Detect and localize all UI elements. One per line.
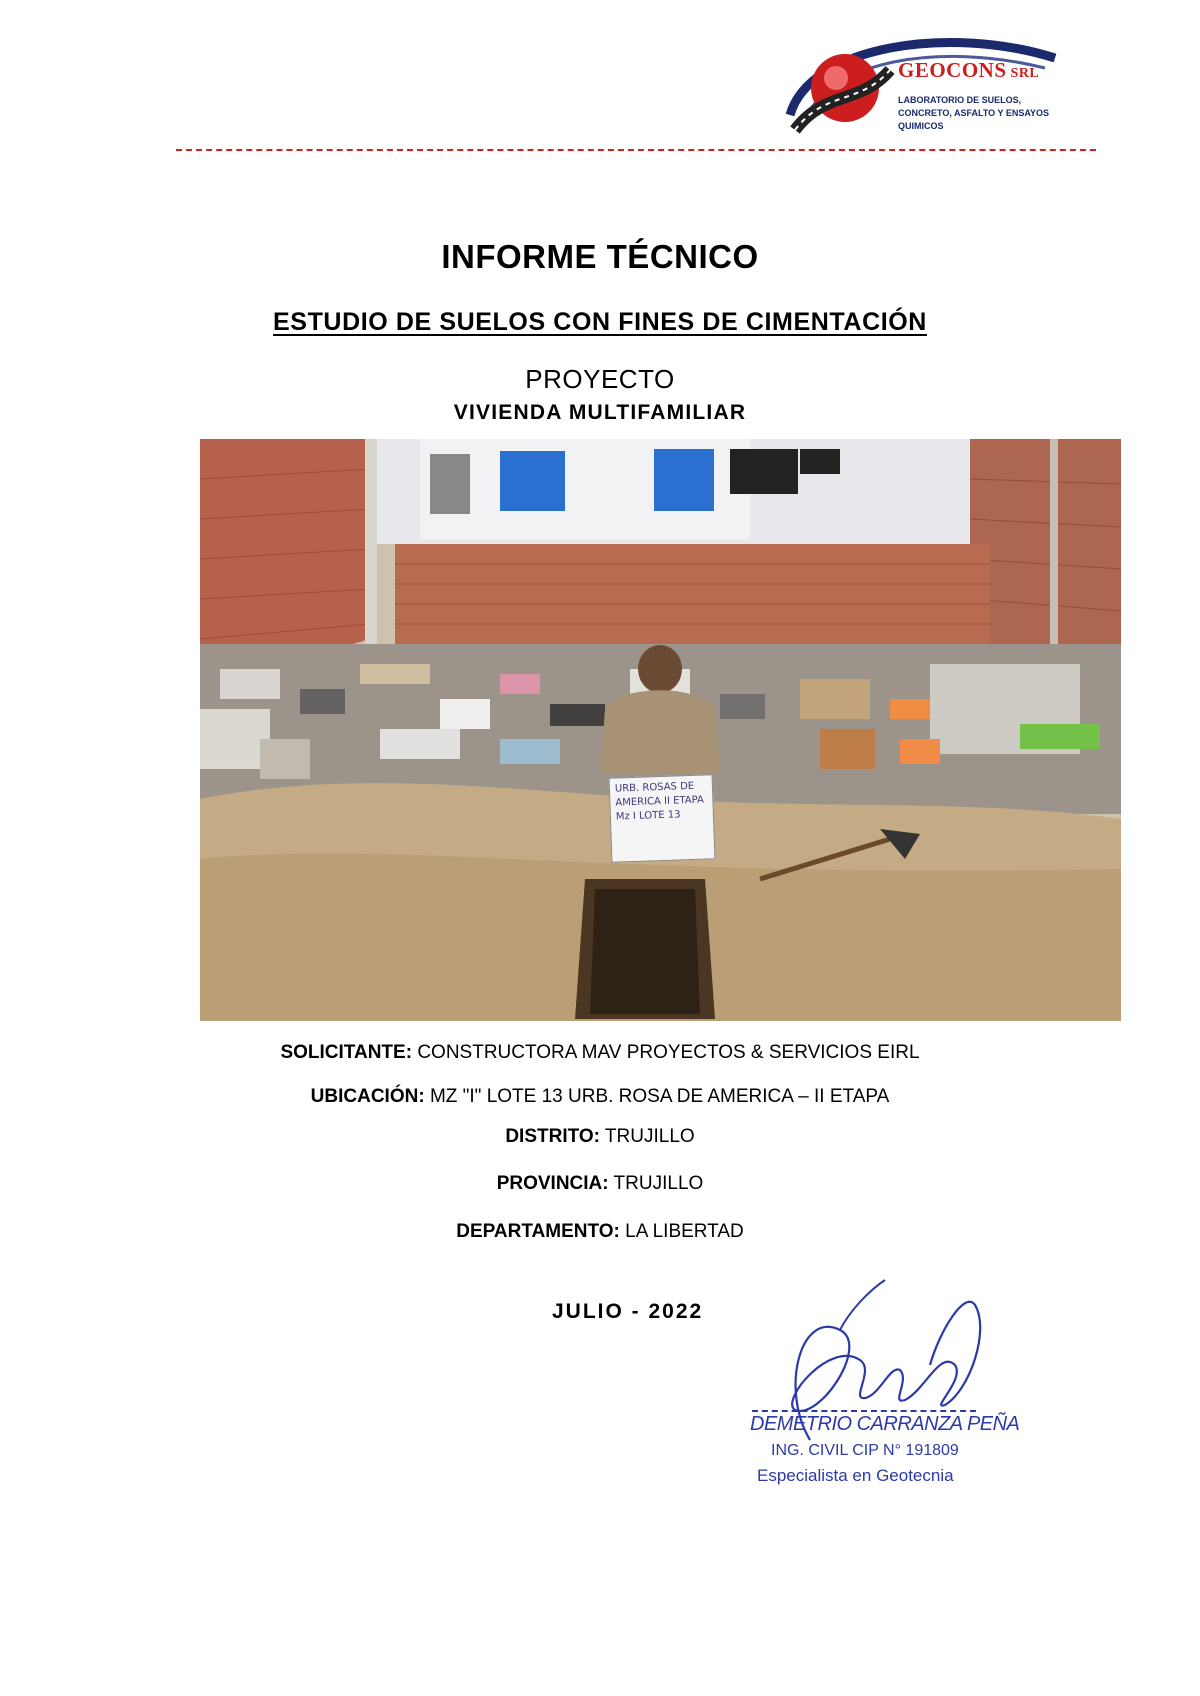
company-name <box>898 58 1039 83</box>
signature-line <box>752 1410 976 1412</box>
company-name-text: GEOCONS <box>898 58 1007 82</box>
signatory-cip: ING. CIVIL CIP N° 191809 <box>771 1442 959 1459</box>
document-subtitle <box>0 308 1200 337</box>
sign-line-2: AMERICA II ETAPA <box>615 794 705 809</box>
header-divider <box>176 149 1096 151</box>
field-distrito <box>0 1126 1200 1148</box>
test-pit-sign <box>609 774 716 863</box>
departamento-label: DEPARTAMENTO: <box>456 1221 620 1242</box>
field-ubicacion <box>0 1086 1200 1108</box>
company-tagline: LABORATORIO DE SUELOS, CONCRETO, ASFALTO Y ENSAYOS QUIMICOS <box>898 95 1050 131</box>
subtitle-text: ESTUDIO DE SUELOS CON FINES DE CIMENTACIÓN <box>273 308 927 336</box>
sign-line-1: URB. ROSAS DE <box>614 780 695 795</box>
provincia-value: TRUJILLO <box>613 1173 704 1194</box>
ubicacion-value: MZ "I" LOTE 13 URB. ROSA DE AMERICA – II ETAPA <box>429 1086 890 1107</box>
signatory-name: DEMETRIO CARRANZA PEÑA <box>750 1413 1020 1435</box>
field-provincia <box>0 1173 1200 1195</box>
project-name: VIVIENDA MULTIFAMILIAR <box>453 401 747 424</box>
distrito-label: DISTRITO: <box>505 1126 600 1147</box>
solicitante-label: SOLICITANTE: <box>280 1042 413 1063</box>
signatory-role: Especialista en Geotecnia <box>757 1466 954 1485</box>
solicitante-value: CONSTRUCTORA MAV PROYECTOS & SERVICIOS EIRL <box>417 1042 920 1063</box>
departamento-value: LA LIBERTAD <box>625 1221 744 1242</box>
document-title: INFORME TÉCNICO <box>441 238 759 275</box>
ubicacion-label: UBICACIÓN: <box>310 1086 425 1107</box>
distrito-value: TRUJILLO <box>604 1126 695 1147</box>
document-date: JULIO - 2022 <box>552 1300 704 1323</box>
provincia-label: PROVINCIA: <box>496 1173 609 1194</box>
field-solicitante <box>0 1042 1200 1064</box>
site-photo <box>200 439 1121 1021</box>
field-departamento <box>0 1221 1200 1243</box>
company-suffix: SRL <box>1010 66 1040 81</box>
sign-line-3: Mz I LOTE 13 <box>615 809 681 823</box>
project-label: PROYECTO <box>525 364 675 394</box>
